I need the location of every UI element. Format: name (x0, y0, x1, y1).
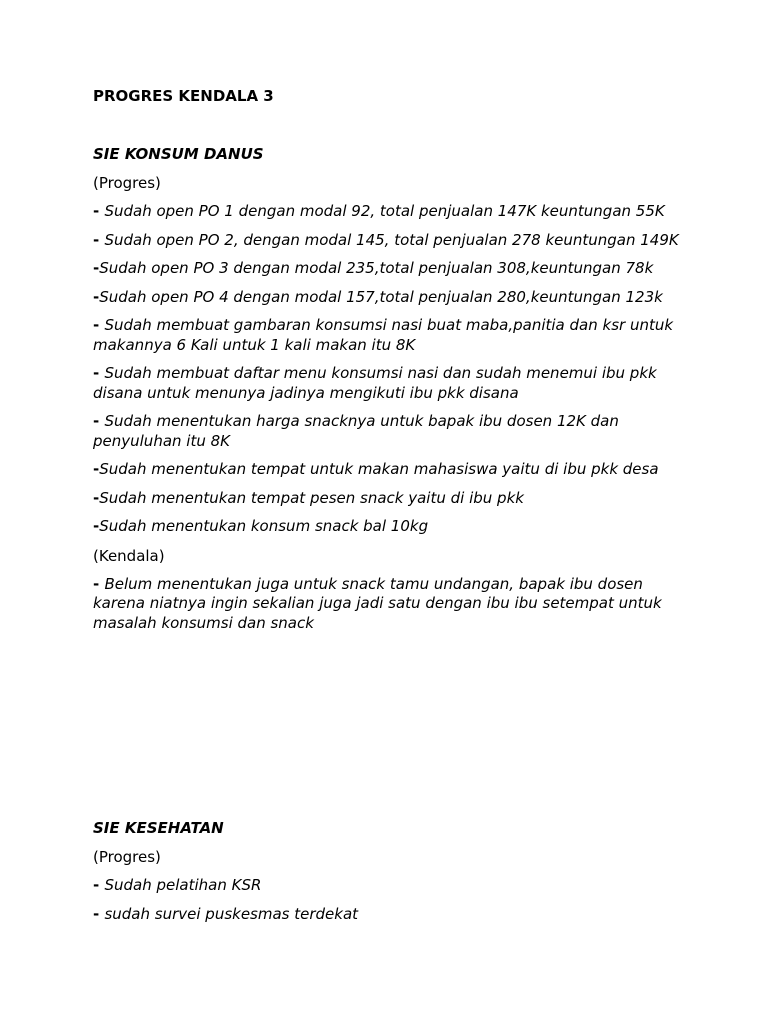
item-text: Sudah open PO 2, dengan modal 145, total penjualan 278 keuntungan 149K (104, 230, 679, 249)
item-text: Sudah pelatihan KSR (104, 876, 262, 894)
item-dash: - (93, 316, 105, 334)
item-text: Sudah membuat daftar menu konsumsi nasi dan sudah menemui ibu pkk disana untuk menunya jadinya mengikuti ibu pkk disana (93, 364, 657, 402)
list-item (93, 316, 683, 355)
item-dash: - (93, 876, 105, 894)
progress-label: (Progres) (93, 174, 161, 192)
item-dash: - (93, 517, 100, 535)
item-text: Sudah menentukan tempat untuk makan mahasiswa yaitu di ibu pkk desa (99, 460, 659, 478)
section-heading: SIE KESEHATAN (93, 819, 224, 837)
list-item (93, 231, 683, 251)
item-text: Sudah membuat gambaran konsumsi nasi buat maba,panitia dan ksr untuk makannya 6 Kali untuk 1 kali makan itu 8K (93, 316, 674, 354)
list-item (93, 489, 683, 509)
item-dash: - (93, 259, 100, 277)
list-item (93, 202, 683, 222)
list-item (93, 412, 683, 451)
item-dash: - (93, 412, 105, 430)
list-item (93, 259, 683, 279)
list-item (93, 517, 683, 537)
list-item (93, 905, 683, 925)
progress-label: (Progres) (93, 848, 161, 866)
item-text: sudah survei puskesmas terdekat (104, 904, 359, 923)
item-dash: - (93, 364, 105, 382)
section-heading: SIE KONSUM DANUS (93, 145, 264, 163)
item-text: Sudah menentukan harga snacknya untuk bapak ibu dosen 12K dan penyuluhan itu 8K (93, 412, 619, 450)
list-item (93, 288, 683, 308)
item-text: Sudah menentukan konsum snack bal 10kg (99, 517, 429, 535)
item-text: Sudah open PO 1 dengan modal 92, total penjualan 147K keuntungan 55K (104, 202, 665, 220)
item-dash: - (93, 202, 105, 220)
item-dash: - (93, 574, 105, 593)
item-dash: - (93, 287, 100, 306)
item-text: Belum menentukan juga untuk snack tamu undangan, bapak ibu dosen karena niatnya ingin sekalian juga jadi satu dengan ibu ibu setempat untuk masalah konsumsi dan snack (93, 574, 662, 632)
document-page (93, 86, 683, 923)
item-dash: - (93, 488, 100, 507)
document-title: PROGRES KENDALA 3 (93, 87, 274, 105)
item-dash: - (93, 230, 105, 249)
list-item (93, 460, 683, 480)
item-text: Sudah open PO 3 dengan modal 235,total penjualan 308,keuntungan 78k (99, 259, 654, 277)
list-item (93, 364, 683, 403)
section-konsum-danus (93, 144, 683, 642)
section-kesehatan (93, 818, 683, 933)
item-text: Sudah menentukan tempat pesen snack yaitu di ibu pkk (99, 488, 524, 507)
list-item (93, 876, 683, 896)
item-dash: - (93, 460, 100, 478)
item-dash: - (93, 904, 105, 923)
list-item (93, 575, 683, 634)
item-text: Sudah open PO 4 dengan modal 157,total penjualan 280,keuntungan 123k (99, 287, 663, 306)
constraint-label: (Kendala) (93, 546, 165, 565)
